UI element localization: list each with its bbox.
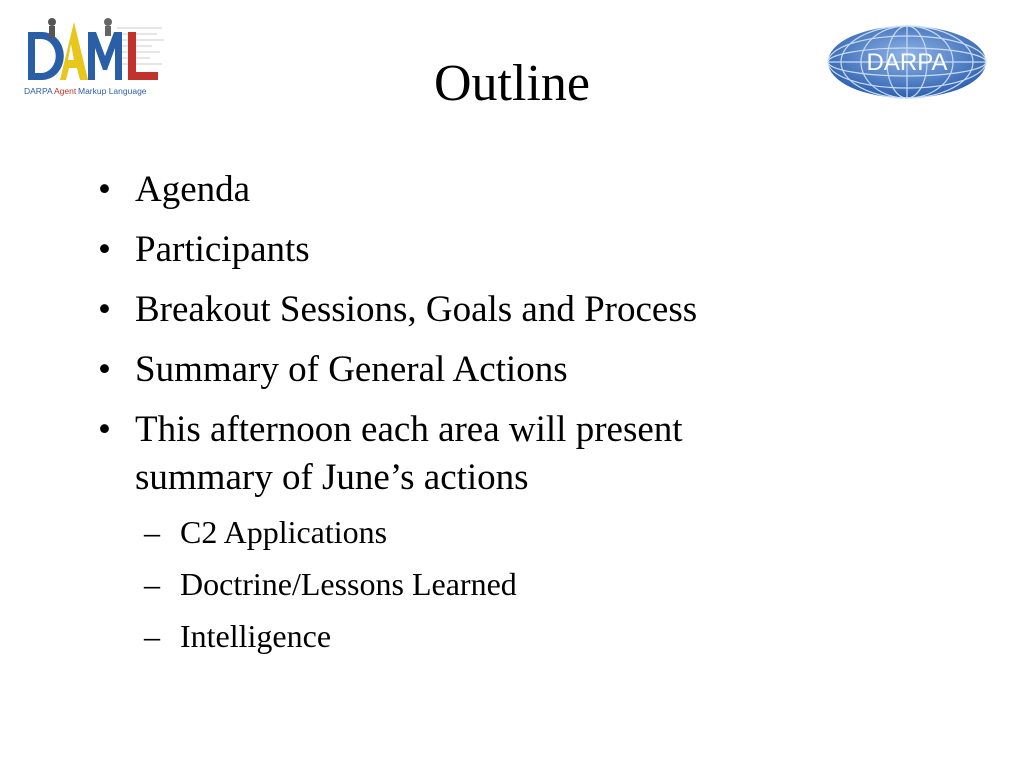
bullet-text: Participants	[135, 229, 310, 270]
bullet-dot: •	[98, 169, 111, 210]
bullet-list	[98, 166, 918, 666]
bullet-item	[98, 286, 918, 334]
sub-bullet-dash: –	[144, 514, 160, 550]
sub-bullet-dash: –	[144, 618, 160, 654]
sub-bullet-text: Intelligence	[180, 618, 332, 654]
bullet-dot: •	[98, 409, 111, 450]
bullet-text: Agenda	[135, 169, 251, 210]
sub-bullet-dash: –	[144, 566, 160, 602]
sub-bullet-item	[98, 510, 918, 554]
sub-bullet-text: C2 Applications	[180, 514, 388, 550]
bullet-item	[98, 166, 918, 214]
bullet-text: Summary of General Actions	[135, 349, 568, 390]
bullet-item	[98, 406, 825, 502]
bullet-text: This afternoon each area will present summary of June’s actions	[135, 409, 683, 498]
bullet-text: Breakout Sessions, Goals and Process	[135, 289, 698, 330]
slide-title: Outline	[434, 55, 590, 112]
bullet-item	[98, 226, 918, 274]
bullet-dot: •	[98, 289, 111, 330]
sub-bullet-item	[98, 614, 918, 658]
sub-bullet-item	[98, 562, 918, 606]
daml-tagline-rest: Markup Language	[78, 86, 147, 96]
sub-bullet-text: Doctrine/Lessons Learned	[180, 566, 517, 602]
bullet-item	[98, 346, 918, 394]
daml-tagline-agent: Agent	[54, 86, 77, 96]
bullet-dot: •	[98, 229, 111, 270]
bullet-dot: •	[98, 349, 111, 390]
daml-tagline-darpa: DARPA	[24, 86, 53, 96]
darpa-logo-text: DARPA	[866, 49, 948, 76]
